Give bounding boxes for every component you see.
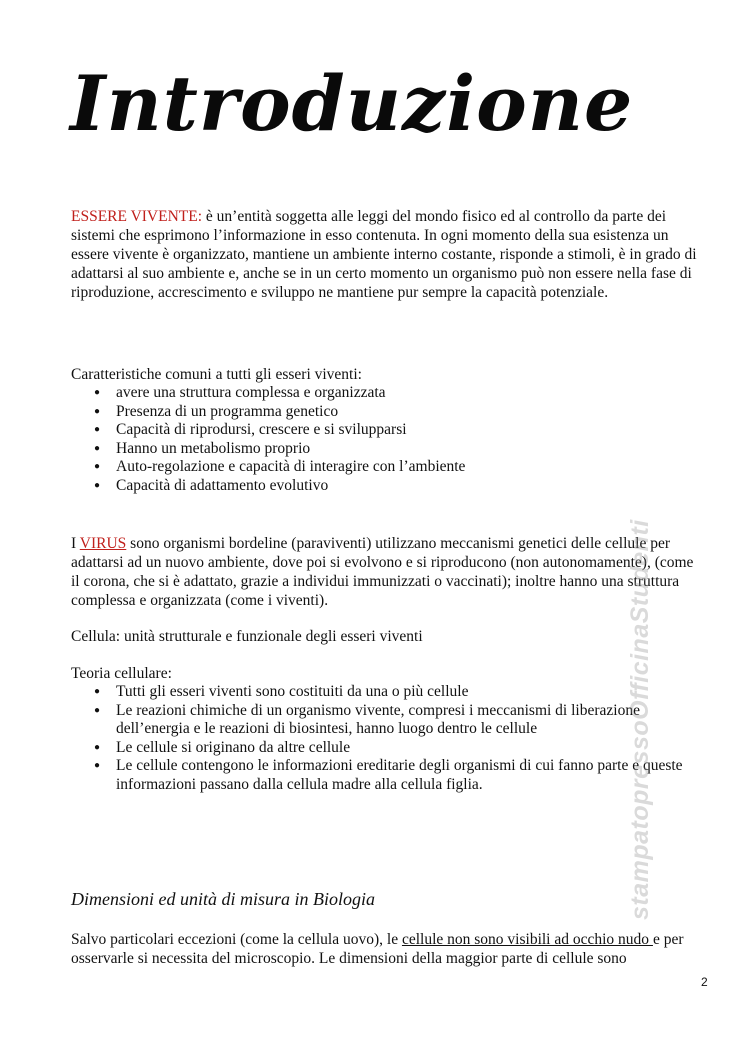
cell-theory-intro: Teoria cellulare:	[71, 665, 172, 682]
virus-prefix: I	[71, 535, 80, 552]
list-item: ● Le cellule contengono le informazioni ereditarie degli organismi di cui fanno parte e queste informazioni passano dalla cellula madre alla cellula figlia.	[71, 757, 705, 794]
definition-label: ESSERE VIVENTE:	[71, 208, 203, 225]
page-title: Introduzione	[70, 59, 634, 148]
virus-text: sono organismi bordeline (paraviventi) utilizzano meccanismi genetici delle cellule per adattarsi ad un nuovo ambiente, dove poi si evolvono e si riproducono (non autonomamente), (come il corona, che si è adattato, grazie a individui immunizzati o vaccinati); inoltre hanno una struttura complessa e organizzata (come i viventi).	[71, 535, 694, 609]
dimensions-text-before: Salvo particolari eccezioni (come la cellula uovo), le	[71, 931, 402, 948]
definition-paragraph	[71, 207, 705, 302]
characteristics-intro: Caratteristiche comuni a tutti gli esseri viventi:	[71, 366, 362, 383]
dimensions-paragraph	[71, 930, 705, 968]
cell-theory-list	[71, 683, 705, 795]
definition-text: è un’entità soggetta alle leggi del mondo fisico ed al controllo da parte dei sistemi che esprimono l’informazione in esso contenuta. In ogni momento della sua esistenza un essere vivente è organizzato, mantiene un ambiente interno costante, risponde a stimoli, è in grado di adattarsi al suo ambiente e, anche se in un certo momento un organismo può non essere nella fase di riproduzione, accrescimento e sviluppo ne mantiene pur sempre la capacità potenziale.	[71, 208, 697, 301]
list-item: ● Capacità di adattamento evolutivo	[71, 477, 705, 496]
virus-label: VIRUS	[79, 535, 127, 552]
list-item: ● Hanno un metabolismo proprio	[71, 440, 705, 459]
dimensions-underlined-text: cellule non sono visibili ad occhio nudo	[401, 931, 653, 948]
list-item: ● avere una struttura complessa e organizzata	[71, 384, 705, 403]
list-item: ● Capacità di riprodursi, crescere e si svilupparsi	[71, 421, 705, 440]
characteristics-list	[71, 384, 705, 496]
list-item: ● Auto-regolazione e capacità di interagire con l’ambiente	[71, 458, 705, 477]
cell-definition: Cellula: unità strutturale e funzionale degli esseri viventi	[71, 628, 423, 645]
watermark-text: stampatopressoOfficinaStudenti	[626, 519, 654, 920]
section-heading: Dimensioni ed unità di misura in Biologia	[71, 889, 375, 909]
list-item: ● Le cellule si originano da altre cellule	[71, 739, 705, 758]
dimensions-text-after: e per osservarle si necessita del microscopio. Le dimensioni della maggior parte di cellule sono	[71, 931, 684, 967]
list-item: ● Presenza di un programma genetico	[71, 403, 705, 422]
page-number: 2	[701, 975, 708, 989]
list-item: ● Tutti gli esseri viventi sono costituiti da una o più cellule	[71, 683, 705, 702]
list-item: ● Le reazioni chimiche di un organismo vivente, compresi i meccanismi di liberazione dell’energia e le reazioni di biosintesi, hanno luogo dentro le cellule	[71, 702, 705, 739]
virus-paragraph	[71, 534, 705, 610]
